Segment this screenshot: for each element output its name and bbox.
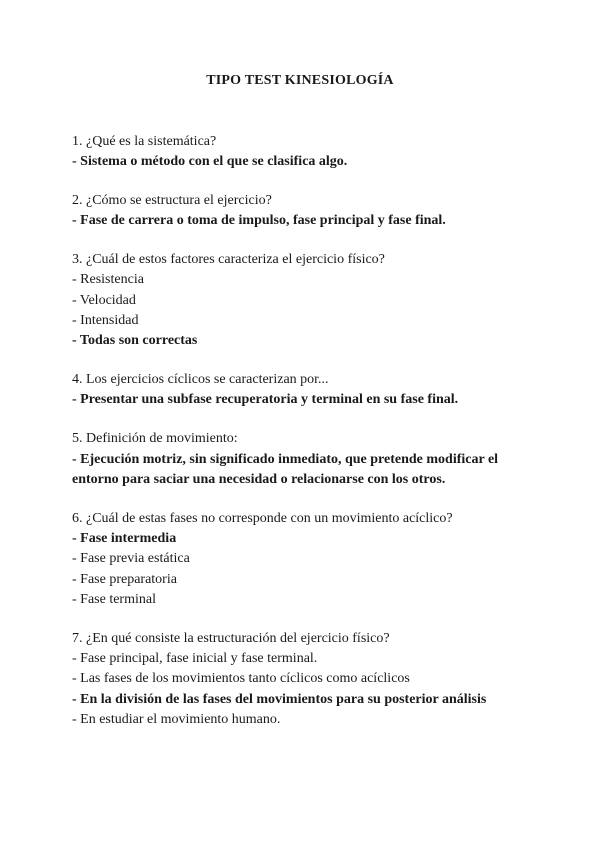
- answer-option: - Fase preparatoria: [72, 571, 177, 587]
- answer-option: - En estudiar el movimiento humano.: [72, 711, 281, 727]
- question-block-1: [72, 132, 542, 173]
- question-text: 6. ¿Cuál de estas fases no corresponde con un movimiento acíclico?: [72, 510, 453, 526]
- question-block-3: [72, 250, 542, 351]
- answer-option-correct: - Ejecución motriz, sin significado inmediato, que pretende modificar el entorno para saciar una necesidad o relacionarse con los otros.: [72, 451, 499, 487]
- question-text: 1. ¿Qué es la sistemática?: [72, 134, 217, 149]
- answer-option-correct: - Fase de carrera o toma de impulso, fase principal y fase final.: [72, 213, 446, 229]
- answer-option: - Las fases de los movimientos tanto cíclicos como acíclicos: [72, 671, 410, 687]
- question-text: 7. ¿En qué consiste la estructuración del ejercicio físico?: [72, 630, 390, 646]
- question-text: 5. Definición de movimiento:: [72, 431, 238, 447]
- question-block-2: [72, 191, 542, 232]
- question-text: 2. ¿Cómo se estructura el ejercicio?: [72, 193, 272, 209]
- answer-option-correct: - Todas son correctas: [72, 333, 198, 349]
- question-block-6: [72, 509, 542, 610]
- question-block-4: [72, 370, 542, 411]
- answer-option-correct: - Presentar una subfase recuperatoria y terminal en su fase final.: [72, 392, 459, 408]
- document-title: TIPO TEST KINESIOLOGÍA: [206, 73, 394, 88]
- question-text: 4. Los ejercicios cíclicos se caracterizan por...: [72, 372, 329, 388]
- answer-option: - Velocidad: [72, 292, 136, 308]
- answer-option: - Fase principal, fase inicial y fase terminal.: [72, 650, 318, 666]
- answer-option: - Fase terminal: [72, 591, 156, 607]
- question-text: 3. ¿Cuál de estos factores caracteriza el ejercicio físico?: [72, 252, 385, 268]
- answer-option: - Fase previa estática: [72, 551, 190, 567]
- answer-option: - Resistencia: [72, 272, 144, 288]
- question-block-7: [72, 629, 542, 730]
- answer-option-correct: - Sistema o método con el que se clasifica algo.: [72, 154, 348, 170]
- question-list: [72, 132, 542, 749]
- answer-option: - Intensidad: [72, 313, 139, 329]
- answer-option-correct: - En la división de las fases del movimientos para su posterior análisis: [72, 691, 487, 707]
- answer-option-correct: - Fase intermedia: [72, 530, 177, 546]
- question-block-5: [72, 429, 542, 490]
